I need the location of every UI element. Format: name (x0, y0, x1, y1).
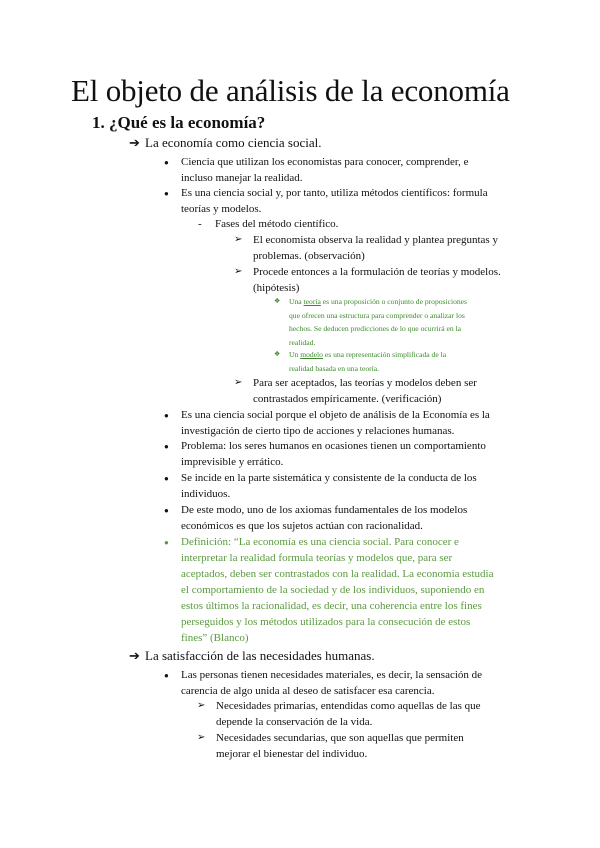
bullet-icon: ● (164, 474, 169, 483)
definition-teoria: ❖ Una teoría es una proposición o conjunto de proposiciones que ofrecen una estructura para comprender o analizar los hechos. Se deducen predicciones de lo que ocurrirá en la realidad. (274, 297, 468, 347)
pointer-arrow-icon: ➢ (234, 234, 243, 245)
bullet-item: ● Es una ciencia social y, por tanto, utiliza métodos científicos: formula teorías y modelos. (164, 187, 488, 215)
diamond-icon: ❖ (274, 350, 281, 358)
bullet-icon: ● (164, 442, 169, 451)
needs-item-secundarias: ➢ Necesidades secundarias, que son aquellas que permiten mejorar el bienestar del individuo. (197, 732, 464, 760)
dash-icon: - (198, 218, 202, 230)
arrow-icon: ➔ (129, 648, 140, 663)
pointer-arrow-icon: ➢ (234, 377, 243, 388)
bullet-icon: ● (164, 538, 169, 547)
bullet-item: ● Se incide en la parte sistemática y consistente de la conducta de los individuos. (164, 472, 477, 500)
phase-item-verificacion: ➢ Para ser aceptados, las teorías y modelos deben ser contrastados empíricamente. (verificación) (234, 377, 477, 405)
document-title: El objeto de análisis de la economía (71, 73, 510, 108)
bullet-icon: ● (164, 671, 169, 680)
topic-necesidades-humanas (129, 647, 375, 665)
bullet-icon: ● (164, 158, 169, 167)
definition-modelo: ❖ Un modelo es una representación simplificada de la realidad basada en una teoría. (274, 350, 447, 373)
bullet-icon: ● (164, 189, 169, 198)
needs-item-primarias: ➢ Necesidades primarias, entendidas como aquellas de las que depende la conservación de la vida. (197, 700, 481, 728)
definition-blanco: ● Definición: “La economía es una ciencia social. Para conocer e interpretar la realidad formula teorías y modelos que, para ser aceptados, deben ser contrastados con la realidad. La economía estudia el comportamiento de la sociedad y de los individuos, suponiendo en estos últimos la racionalidad, es decir, una coherencia entre los fines perseguidos y los métodos utilizados para la consecución de estos fines” (Blanco) (164, 536, 494, 644)
bullet-item: ● Es una ciencia social porque el objeto de análisis de la Economía es la investigación de cierto tipo de acciones y relaciones humanas. (164, 409, 490, 437)
term-modelo: modelo (300, 350, 323, 359)
bullet-icon: ● (164, 506, 169, 515)
pointer-arrow-icon: ➢ (197, 700, 206, 711)
bullet-item: ● Problema: los seres humanos en ocasiones tienen un comportamiento imprevisible y errático. (164, 440, 486, 468)
arrow-icon: ➔ (129, 135, 140, 150)
dash-item-fases: - Fases del método científico. (198, 218, 339, 230)
bullet-item: ● Las personas tienen necesidades materiales, es decir, la sensación de carencia de algo unida al deseo de satisfacer esa carencia. (164, 669, 483, 697)
topic-label: La satisfacción de las necesidades humanas. (145, 648, 375, 663)
topic-label: La economía como ciencia social. (145, 135, 322, 150)
term-teoria: teoría (303, 297, 321, 306)
section-title: ¿Qué es la economía? (109, 113, 266, 132)
section-heading (92, 112, 265, 134)
diamond-icon: ❖ (274, 297, 281, 305)
pointer-arrow-icon: ➢ (234, 266, 243, 277)
topic-economia-ciencia-social (129, 134, 322, 152)
bullet-icon: ● (164, 411, 169, 420)
phase-item-hipotesis: ➢ Procede entonces a la formulación de teorías y modelos. (hipótesis) (234, 266, 501, 294)
section-number: 1. (92, 113, 105, 132)
pointer-arrow-icon: ➢ (197, 732, 206, 743)
bullet-item: ● De este modo, uno de los axiomas fundamentales de los modelos económicos es que los sujetos actúan con racionalidad. (164, 504, 468, 532)
phase-item-observacion: ➢ El economista observa la realidad y plantea preguntas y problemas. (observación) (234, 234, 498, 262)
bullet-item: ● Ciencia que utilizan los economistas para conocer, comprender, e incluso manejar la realidad. (164, 156, 469, 184)
